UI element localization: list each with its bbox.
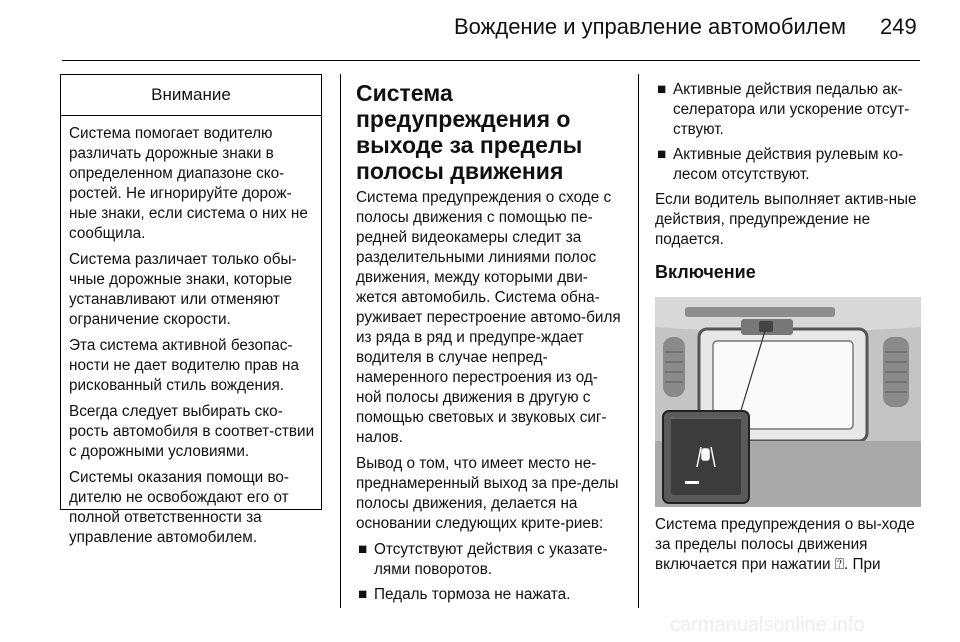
warning-box bbox=[60, 74, 322, 546]
activation-paragraph: Система предупреждения о вы-ходе за пределы полосы движения включается при нажатии ⍰. При bbox=[655, 516, 915, 573]
watermark-text: carmanualsonline.info bbox=[670, 614, 865, 636]
section-title: Система предупреждения о выходе за пределы полосы движения bbox=[356, 80, 583, 184]
conditions-intro: Вывод о том, что имеет место не-преднамеренный выход за пре-делы полосы движения, делается на основании следующих крите-риев: bbox=[356, 455, 619, 532]
column-divider bbox=[638, 74, 639, 608]
warning-paragraph: Системы оказания помощи во-дителю не освобождают его от полной ответственности за управление автомобилем. bbox=[69, 469, 290, 546]
list-item bbox=[655, 80, 921, 140]
page-header-title: Вождение и управление автомобилем bbox=[453, 14, 846, 39]
list-item-text: Педаль тормоза не нажата. bbox=[374, 586, 571, 603]
warning-body bbox=[61, 116, 321, 548]
bullet-icon: ■ bbox=[358, 586, 368, 603]
dashboard-illustration bbox=[655, 297, 921, 507]
list-item-text: Отсутствуют действия с указате-лями поворотов. bbox=[374, 541, 608, 578]
warning-paragraph: Эта система активной безопас-ности не дает водителю прав на рискованный стиль вождения. bbox=[69, 337, 300, 394]
bullet-icon: ■ bbox=[358, 541, 368, 558]
list-item bbox=[356, 585, 622, 605]
header-rule bbox=[62, 60, 920, 61]
main-column bbox=[356, 80, 622, 610]
page-number: 249 bbox=[880, 14, 917, 39]
warning-paragraph: Система помогает водителю различать дорожные знаки в определенном диапазоне ско-ростей. Не игнорируйте дорож-ные знаки, если система о них не сообщила. bbox=[69, 125, 308, 242]
list-item-text: Активные действия педалью ак-селератора или ускорение отсут-ствуют. bbox=[673, 81, 910, 138]
subheading-activation: Включение bbox=[655, 262, 756, 282]
warning-paragraph: Система различает только обы-чные дорожные знаки, которые устанавливают или отменяют ограничение скорости. bbox=[69, 251, 297, 328]
list-item-text: Активные действия рулевым ко-лесом отсутствуют. bbox=[673, 146, 904, 183]
bullet-icon: ■ bbox=[657, 81, 667, 98]
intro-paragraph: Система предупреждения о сходе с полосы движения с помощью пе-редней видеокамеры следит за разделительными линиями полос движения, между которыми дви-жется автомобиль. Система обна-руживает перестроение автомо-биля из ряда в ряд и предупре-ждает водителя в случае непред-намеренного перестроения из од-ной полосы движения в другую с помощью световых и звуковых сиг-налов. bbox=[356, 189, 621, 446]
list-item bbox=[655, 145, 921, 185]
warning-paragraph: Всегда следует выбирать ско-рость автомобиля в соответ-ствии с дорожными условиями. bbox=[69, 403, 315, 460]
right-column bbox=[655, 80, 921, 581]
dashboard-photo bbox=[655, 297, 921, 507]
warning-heading: Внимание bbox=[61, 75, 321, 116]
bullet-icon: ■ bbox=[657, 146, 667, 163]
column-divider bbox=[340, 74, 341, 608]
after-bullets-paragraph: Если водитель выполняет актив-ные действия, предупреждение не подается. bbox=[655, 191, 917, 248]
list-item bbox=[356, 540, 622, 580]
